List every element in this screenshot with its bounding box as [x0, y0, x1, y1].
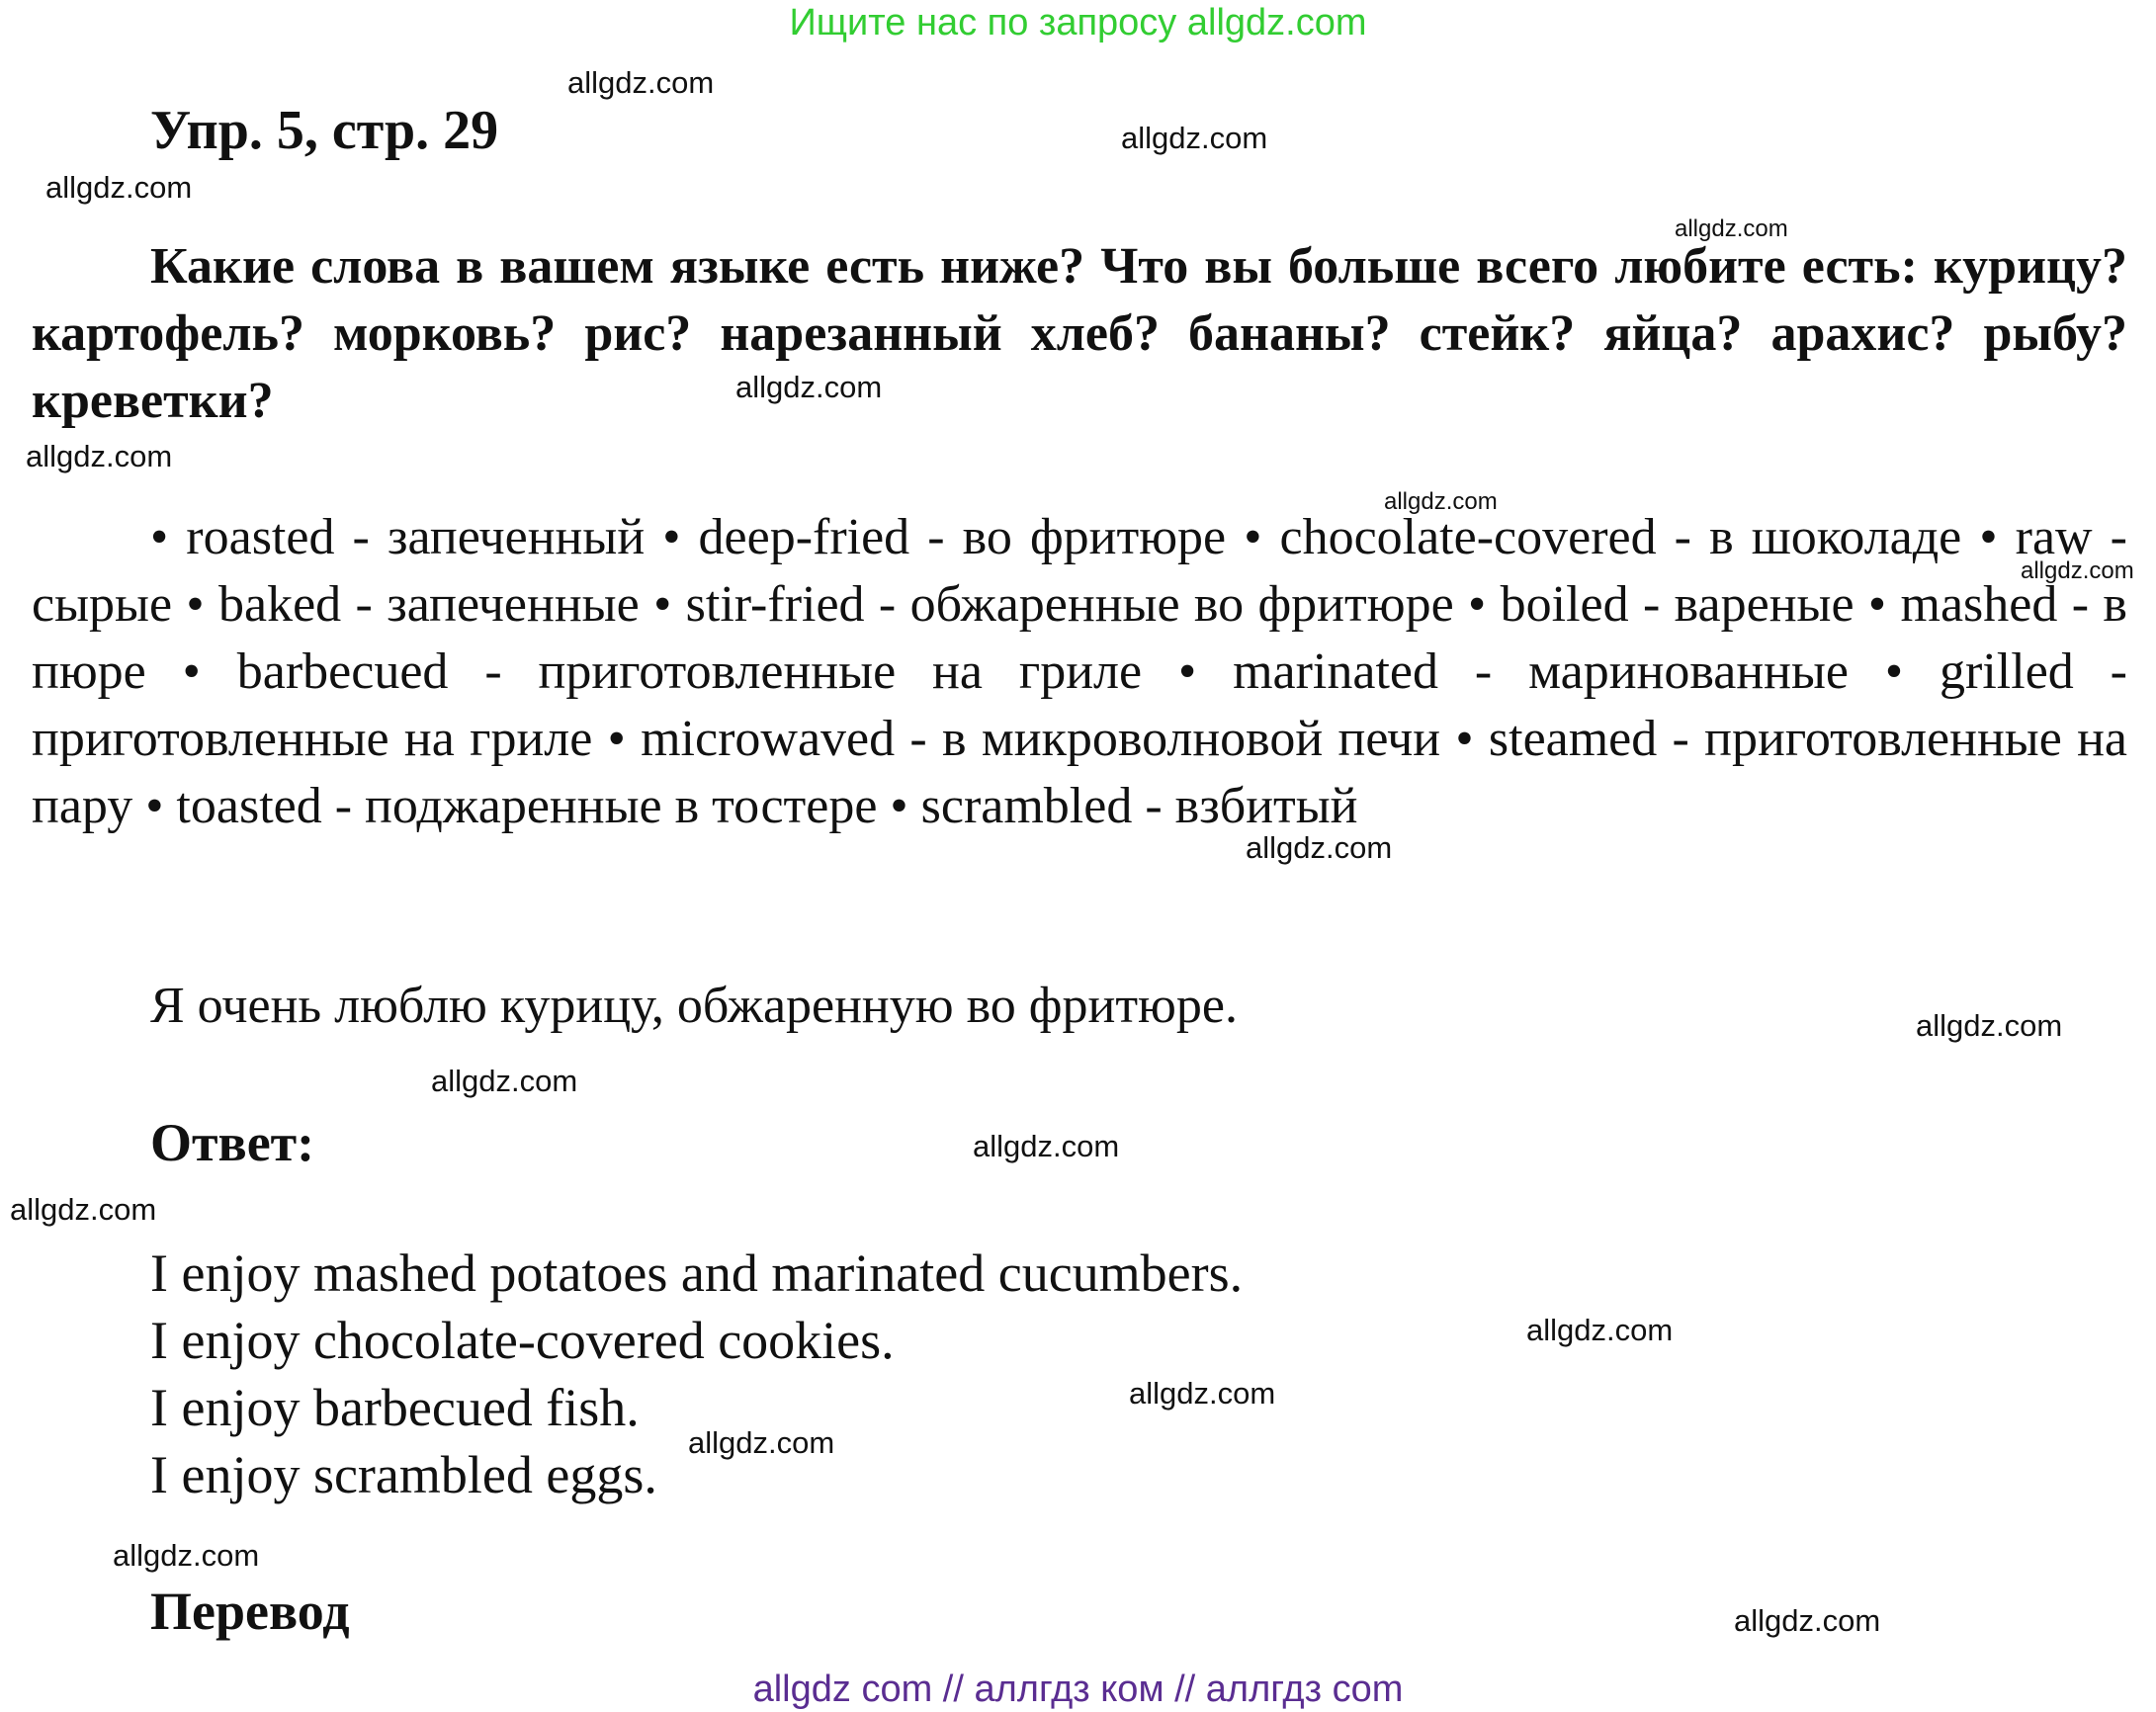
watermark: allgdz.com — [567, 65, 715, 100]
watermark: allgdz.com — [431, 1064, 578, 1098]
watermark: allgdz.com — [1246, 830, 1393, 865]
watermark: allgdz.com — [1916, 1008, 2063, 1043]
watermark: allgdz.com — [1675, 215, 1788, 242]
watermark: allgdz.com — [973, 1129, 1120, 1163]
watermark: allgdz.com — [1384, 488, 1498, 515]
example-sentence: Я очень люблю курицу, обжаренную во фритюре. — [150, 978, 1238, 1034]
watermark: allgdz.com — [2021, 557, 2134, 584]
watermark: allgdz.com — [10, 1192, 157, 1227]
answer-line: I enjoy chocolate-covered cookies. — [150, 1311, 895, 1370]
exercise-title: Упр. 5, стр. 29 — [150, 100, 499, 161]
answer-heading: Ответ: — [150, 1113, 315, 1172]
watermark: allgdz.com — [1121, 121, 1268, 155]
vocabulary-list: • roasted - запеченный • deep-fried - во фритюре • chocolate-covered - в шоколаде • raw - сырые • baked - запеченные • stir-fried - обжаренные во фритюре • boiled - вареные • mashed - в пюре • barbecued - приготовленные на гриле • marinated - маринованные • grilled - приготовленные на гриле • microwaved - в микроволновой печи • steamed - приготовленные на пару • toasted - поджаренные в тостере • scrambled - взбитый — [32, 509, 2127, 834]
watermark: allgdz.com — [688, 1425, 835, 1460]
translation-heading: Перевод — [150, 1582, 350, 1641]
watermark: allgdz.com — [1526, 1313, 1674, 1347]
answer-list — [150, 1240, 1243, 1508]
answer-line: I enjoy scrambled eggs. — [150, 1445, 657, 1504]
watermark: allgdz.com — [113, 1538, 260, 1573]
watermark: allgdz.com — [735, 370, 883, 404]
watermark: allgdz.com — [26, 439, 173, 473]
watermark: allgdz.com — [45, 170, 193, 205]
footer-banner: allgdz com // аллгдз ком // аллгдз com — [752, 1669, 1404, 1710]
top-search-banner: Ищите нас по запросу allgdz.com — [789, 2, 1367, 43]
exercise-question: Какие слова в вашем языке есть ниже? Что вы больше всего любите есть: курицу? картофель? морковь? рис? нарезанный хлеб? бананы? стейк? яйца? арахис? рыбу? креветки? — [32, 238, 2127, 429]
watermark: allgdz.com — [1129, 1376, 1276, 1411]
answer-line: I enjoy barbecued fish. — [150, 1378, 640, 1437]
answer-line: I enjoy mashed potatoes and marinated cucumbers. — [150, 1243, 1244, 1303]
watermark: allgdz.com — [1734, 1603, 1881, 1638]
